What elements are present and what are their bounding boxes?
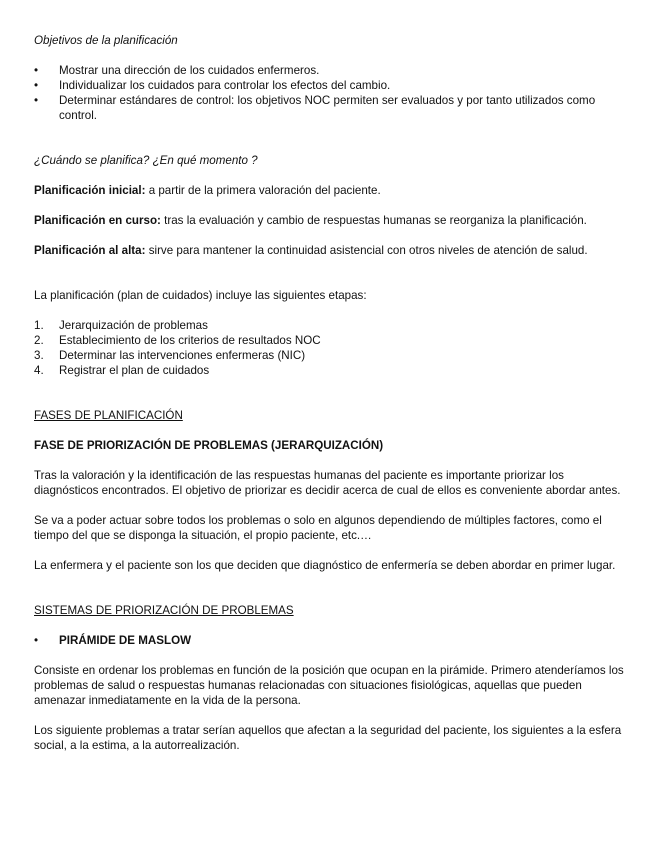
cuando-title: ¿Cuándo se planifica? ¿En qué momento ?	[34, 154, 258, 167]
list-item: 3. Determinar las intervenciones enfermeras (NIC)	[34, 349, 306, 362]
bullet-mark: •	[34, 94, 39, 107]
etapas-intro: La planificación (plan de cuidados) incluye las siguientes etapas:	[34, 289, 367, 302]
list-item: 4. Registrar el plan de cuidados	[34, 364, 210, 377]
fases-paragraph-2: Se va a poder actuar sobre todos los problemas o solo en algunos dependiendo de múltiples factores, como el tiempo del que se disponga la situación, el propio paciente, etc.…	[34, 514, 602, 542]
list-item: 2. Establecimiento de los criterios de resultados NOC	[34, 334, 321, 347]
bullet-mark: •	[34, 634, 39, 647]
list-item: • Determinar estándares de control: los objetivos NOC permiten ser evaluados y por tanto utilizados como control.	[34, 94, 596, 122]
list-item: • Individualizar los cuidados para controlar los efectos del cambio.	[34, 79, 391, 92]
fases-paragraph-1: Tras la valoración y la identificación de las respuestas humanas del paciente es importante priorizar los diagnósticos encontrados. El objetivo de priorizar es decidir acerca de cual de ellos es conveniente abordar antes.	[34, 469, 621, 497]
planificacion-al-alta: Planificación al alta: sirve para mantener la continuidad asistencial con otros niveles de atención de salud.	[34, 244, 588, 257]
fases-paragraph-3: La enfermera y el paciente son los que deciden que diagnóstico de enfermería se deben abordar en primer lugar.	[34, 559, 616, 572]
objetivos-list	[34, 63, 624, 123]
document-page	[34, 33, 624, 753]
fases-subheading: FASE DE PRIORIZACIÓN DE PROBLEMAS (JERARQUIZACIÓN)	[34, 439, 384, 452]
sistemas-heading: SISTEMAS DE PRIORIZACIÓN DE PROBLEMAS	[34, 604, 294, 617]
maslow-paragraph-1: Consiste en ordenar los problemas en función de la posición que ocupan en la pirámide. Primero atenderíamos los problemas de salud o respuestas humanas relacionadas con situaciones fisiológicas, aquellas que pueden amenazar inmediatamente en la vida de la persona.	[34, 664, 624, 707]
bullet-mark: •	[34, 79, 39, 92]
planificacion-inicial: Planificación inicial: a partir de la primera valoración del paciente.	[34, 184, 381, 197]
list-item: 1. Jerarquización de problemas	[34, 319, 208, 332]
list-item: • Mostrar una dirección de los cuidados enfermeros.	[34, 64, 320, 77]
maslow-paragraph-2: Los siguiente problemas a tratar serían aquellos que afectan a la seguridad del paciente, los siguientes a la esfera social, a la estima, a la autorrealización.	[34, 724, 622, 752]
objetivos-title: Objetivos de la planificación	[34, 34, 178, 47]
etapas-list	[34, 318, 624, 378]
fases-heading: FASES DE PLANIFICACIÓN	[34, 409, 183, 422]
bullet-mark: •	[34, 64, 39, 77]
maslow-heading: • PIRÁMIDE DE MASLOW	[34, 634, 192, 647]
planificacion-en-curso: Planificación en curso: tras la evaluación y cambio de respuestas humanas se reorganiza la planificación.	[34, 214, 587, 227]
